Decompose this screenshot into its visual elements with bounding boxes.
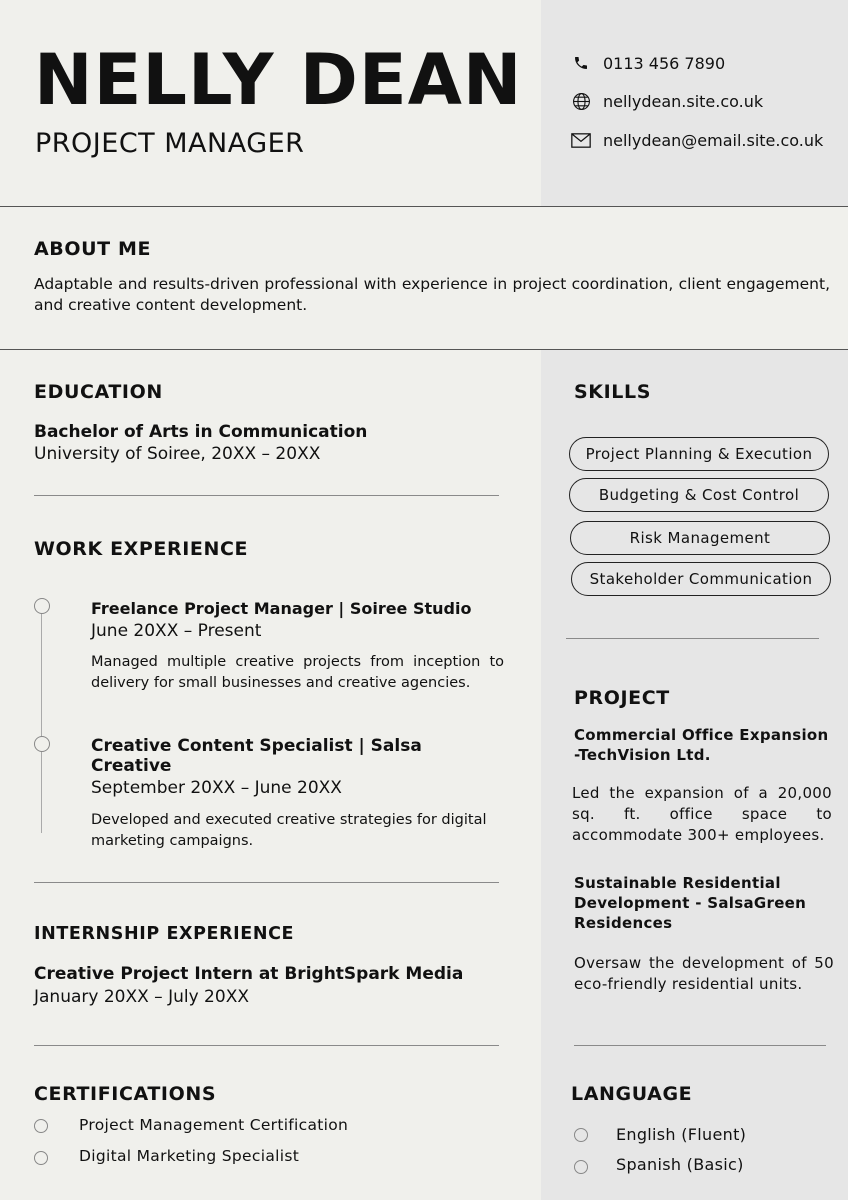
timeline-dot bbox=[34, 736, 50, 752]
website-url[interactable]: nellydean.site.co.uk bbox=[603, 91, 764, 111]
project-title: -TechVision Ltd. bbox=[574, 746, 711, 764]
sidebar-panel-background bbox=[541, 349, 848, 1200]
about-text: Adaptable and results-driven professional with experience in project coordination, client engagement, and creative content development. bbox=[34, 275, 830, 314]
project-title: Commercial Office Expansion bbox=[574, 726, 829, 744]
globe-icon bbox=[571, 91, 591, 111]
certification-item: Digital Marketing Specialist bbox=[79, 1147, 300, 1165]
project-description: Led the expansion of a 20,000 sq. ft. office space to accommodate 300+ employees. bbox=[572, 784, 832, 844]
divider bbox=[34, 882, 499, 883]
project-heading: PROJECT bbox=[574, 687, 670, 709]
work-item-dates: September 20XX – June 20XX bbox=[91, 778, 342, 798]
project-title: Residences bbox=[574, 914, 673, 932]
project-description: Oversaw the development of 50 eco-friendly residential units. bbox=[574, 954, 834, 993]
work-item bbox=[91, 736, 504, 852]
skill-tag: Risk Management bbox=[570, 521, 830, 555]
skill-tag: Budgeting & Cost Control bbox=[569, 478, 829, 512]
divider bbox=[34, 1045, 499, 1046]
work-item bbox=[91, 599, 504, 694]
language-item: Spanish (Basic) bbox=[616, 1155, 744, 1174]
candidate-name: NELLY DEAN bbox=[34, 39, 523, 121]
phone-icon bbox=[571, 53, 591, 73]
skill-tag: Project Planning & Execution bbox=[569, 437, 829, 471]
bullet-icon bbox=[34, 1151, 48, 1165]
bullet-icon bbox=[574, 1128, 588, 1142]
job-title: PROJECT MANAGER bbox=[35, 128, 305, 159]
about-heading: ABOUT ME bbox=[34, 238, 152, 260]
language-item: English (Fluent) bbox=[616, 1125, 747, 1144]
email-address[interactable]: nellydean@email.site.co.uk bbox=[603, 130, 824, 150]
language-heading: LANGUAGE bbox=[571, 1083, 693, 1105]
contact-phone bbox=[571, 51, 725, 75]
divider bbox=[0, 206, 848, 207]
education-school: University of Soiree, 20XX – 20XX bbox=[34, 444, 321, 464]
timeline-line bbox=[41, 613, 42, 833]
divider bbox=[566, 638, 819, 639]
divider bbox=[34, 495, 499, 496]
project-item bbox=[574, 873, 834, 933]
work-item-description: Developed and executed creative strategies for digital marketing campaigns. bbox=[91, 812, 487, 849]
education-degree: Bachelor of Arts in Communication bbox=[34, 422, 368, 442]
internship-heading: INTERNSHIP EXPERIENCE bbox=[34, 924, 295, 944]
work-item-title: Creative Content Specialist | Salsa Creative bbox=[91, 736, 422, 776]
divider bbox=[0, 349, 848, 350]
bullet-icon bbox=[574, 1160, 588, 1174]
timeline-dot bbox=[34, 598, 50, 614]
internship-title: Creative Project Intern at BrightSpark Media bbox=[34, 964, 464, 984]
divider bbox=[574, 1045, 826, 1046]
skills-heading: SKILLS bbox=[574, 381, 651, 403]
education-heading: EDUCATION bbox=[34, 381, 163, 403]
work-heading: WORK EXPERIENCE bbox=[34, 538, 249, 560]
internship-dates: January 20XX – July 20XX bbox=[34, 987, 249, 1007]
contact-website bbox=[571, 89, 763, 113]
phone-number: 0113 456 7890 bbox=[603, 53, 726, 73]
bullet-icon bbox=[34, 1119, 48, 1133]
contact-email bbox=[571, 128, 823, 152]
project-title: Sustainable Residential bbox=[574, 874, 781, 892]
work-item-description: Managed multiple creative projects from inception to delivery for small businesses and creative agencies. bbox=[91, 654, 504, 691]
certification-item: Project Management Certification bbox=[79, 1116, 349, 1134]
envelope-icon bbox=[571, 130, 591, 150]
work-item-title: Freelance Project Manager | Soiree Studio bbox=[91, 599, 472, 618]
work-item-dates: June 20XX – Present bbox=[91, 621, 262, 641]
project-item bbox=[574, 725, 834, 765]
certifications-heading: CERTIFICATIONS bbox=[34, 1083, 217, 1105]
project-title: Development - SalsaGreen bbox=[574, 894, 807, 912]
skill-tag: Stakeholder Communication bbox=[571, 562, 831, 596]
